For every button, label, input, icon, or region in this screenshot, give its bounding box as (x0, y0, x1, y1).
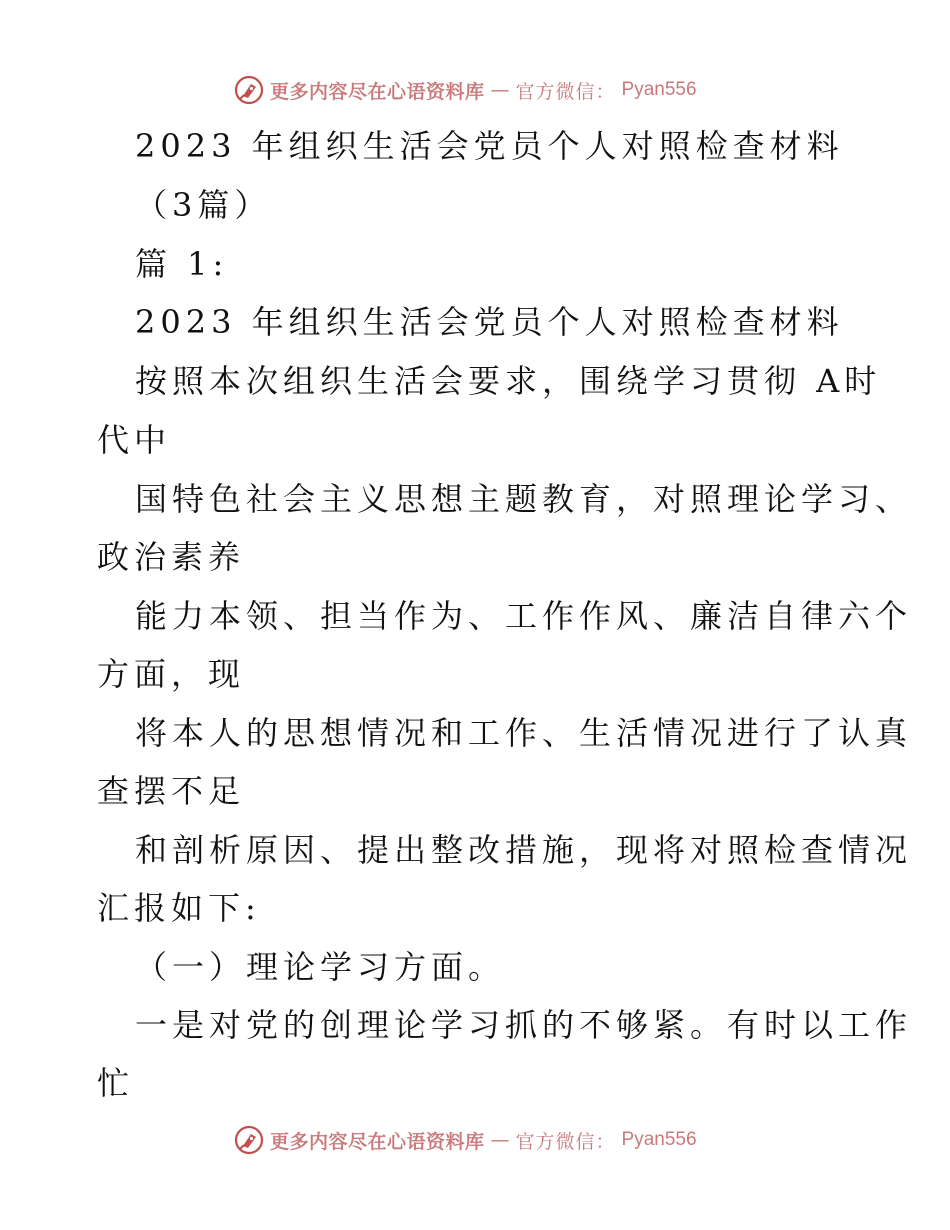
watermark-dash: — (490, 79, 510, 101)
watermark-label: 官方微信： (515, 80, 616, 103)
watermark-id: Pyan556 (621, 79, 697, 100)
paragraph-line: 一是对党的创理论学习抓的不够紧。有时以工作 (135, 1006, 913, 1044)
watermark-main-text: 更多内容尽在心语资料库 (270, 80, 485, 103)
watermark-label: 官方微信： (515, 1130, 616, 1153)
watermark-main-text: 更多内容尽在心语资料库 (270, 1130, 485, 1153)
watermark-dash: — (490, 1129, 510, 1151)
paragraph-line: 政治素养 (97, 538, 246, 576)
paragraph-line: 将本人的思想情况和工作、生活情况进行了认真 (135, 714, 913, 752)
document-subtitle: （3篇） (135, 186, 272, 224)
paragraph-line: 能力本领、担当作为、工作作风、廉洁自律六个 (135, 597, 913, 635)
section-heading: 篇 1: (135, 245, 229, 283)
paragraph-line: 按照本次组织生活会要求，围绕学习贯彻 A时 (135, 362, 882, 400)
section-title: 2023 年组织生活会党员个人对照检查材料 (135, 303, 844, 341)
paragraph-line: 国特色社会主义思想主题教育，对照理论学习、 (135, 480, 913, 518)
footer-watermark (234, 1123, 697, 1157)
paragraph-line: 汇报如下: (97, 889, 261, 927)
subsection-heading: （一）理论学习方面。 (135, 948, 506, 986)
document-title: 2023 年组织生活会党员个人对照检查材料 (135, 127, 844, 165)
pen-nib-logo-icon (234, 1125, 264, 1155)
paragraph-line: 方面，现 (97, 655, 246, 693)
header-watermark (234, 73, 697, 107)
paragraph-line: 忙 (97, 1064, 135, 1102)
paragraph-line: 和剖析原因、提出整改措施，现将对照检查情况 (135, 831, 913, 869)
paragraph-line: 查摆不足 (97, 772, 246, 810)
paragraph-line: 代中 (97, 421, 172, 459)
watermark-id: Pyan556 (621, 1129, 697, 1150)
pen-nib-logo-icon (234, 75, 264, 105)
